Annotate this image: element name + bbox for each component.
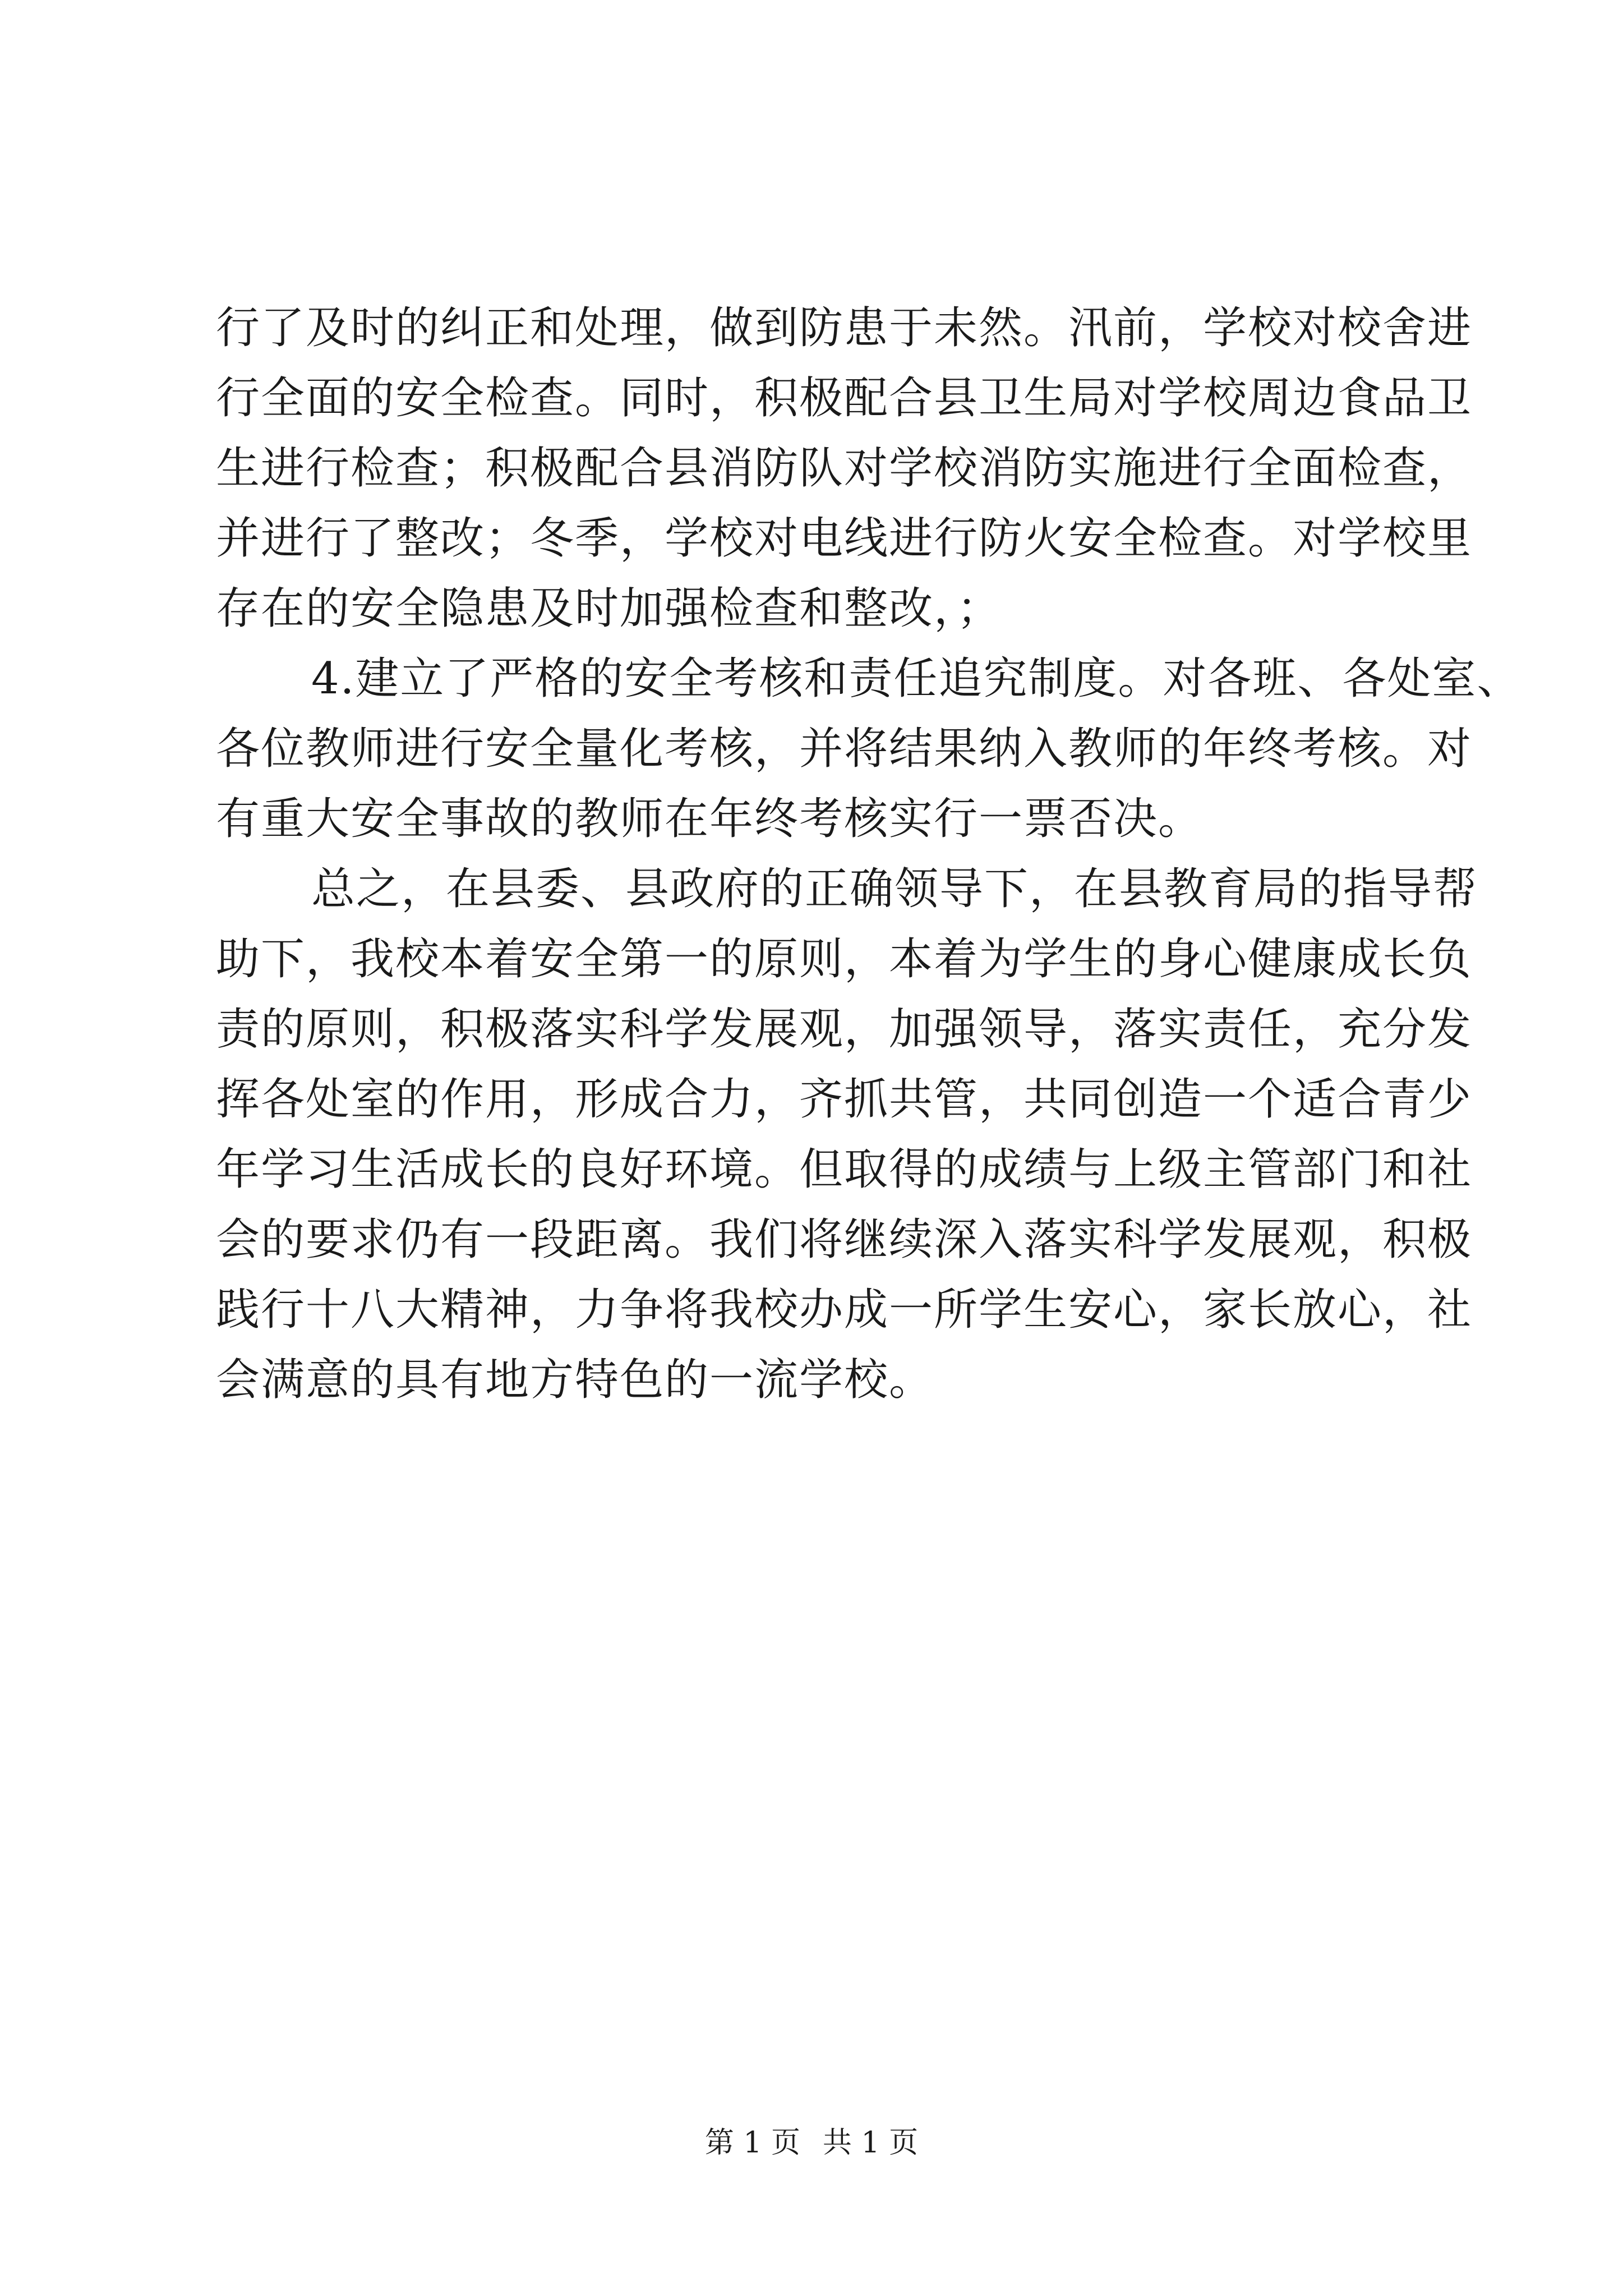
paragraph-line: 挥各处室的作用，形成合力，齐抓共管，共同创造一个适合青少: [216, 1074, 1473, 1125]
paragraph-line: 4.建立了严格的安全考核和责任追究制度。对各班、各处室、: [311, 654, 1522, 704]
paragraph-line: 年学习生活成长的良好环境。但取得的成绩与上级主管部门和社: [216, 1144, 1473, 1195]
page-number: 第 1 页: [704, 2126, 800, 2160]
paragraph-line: 会的要求仍有一段距离。我们将继续深入落实科学发展观，积极: [216, 1214, 1473, 1265]
paragraph-line: 各位教师进行安全量化考核，并将结果纳入教师的年终考核。对: [216, 724, 1473, 774]
paragraph-line: 并进行了整改；冬季，学校对电线进行防火安全检查。对学校里: [216, 513, 1473, 564]
paragraph-line: 生进行检查；积极配合县消防队对学校消防实施进行全面检查，: [216, 443, 1473, 494]
document-body: [216, 300, 1522, 1422]
page-total: 共 1 页: [823, 2126, 919, 2160]
paragraph-line: 存在的安全隐患及时加强检查和整改，；: [216, 583, 1002, 634]
paragraph-1: [216, 300, 1473, 651]
paragraph-line: 行了及时的纠正和处理，做到防患于未然。汛前，学校对校舍进: [216, 303, 1473, 353]
page-footer: [0, 2123, 1623, 2162]
paragraph-line: 践行十八大精神，力争将我校办成一所学生安心，家长放心，社: [216, 1285, 1473, 1335]
paragraph-line: 总之，在县委、县政府的正确领导下，在县教育局的指导帮: [311, 864, 1478, 914]
paragraph-line: 行全面的安全检查。同时，积极配合县卫生局对学校周边食品卫: [216, 373, 1473, 424]
paragraph-line: 有重大安全事故的教师在年终考核实行一票否决。: [216, 794, 1204, 844]
paragraph-line: 责的原则，积极落实科学发展观，加强领导，落实责任，充分发: [216, 1004, 1473, 1055]
paragraph-2: [216, 651, 1522, 861]
paragraph-3: [216, 861, 1478, 1422]
paragraph-line: 助下，我校本着安全第一的原则，本着为学生的身心健康成长负: [216, 934, 1473, 984]
paragraph-line: 会满意的具有地方特色的一流学校。: [216, 1355, 934, 1405]
